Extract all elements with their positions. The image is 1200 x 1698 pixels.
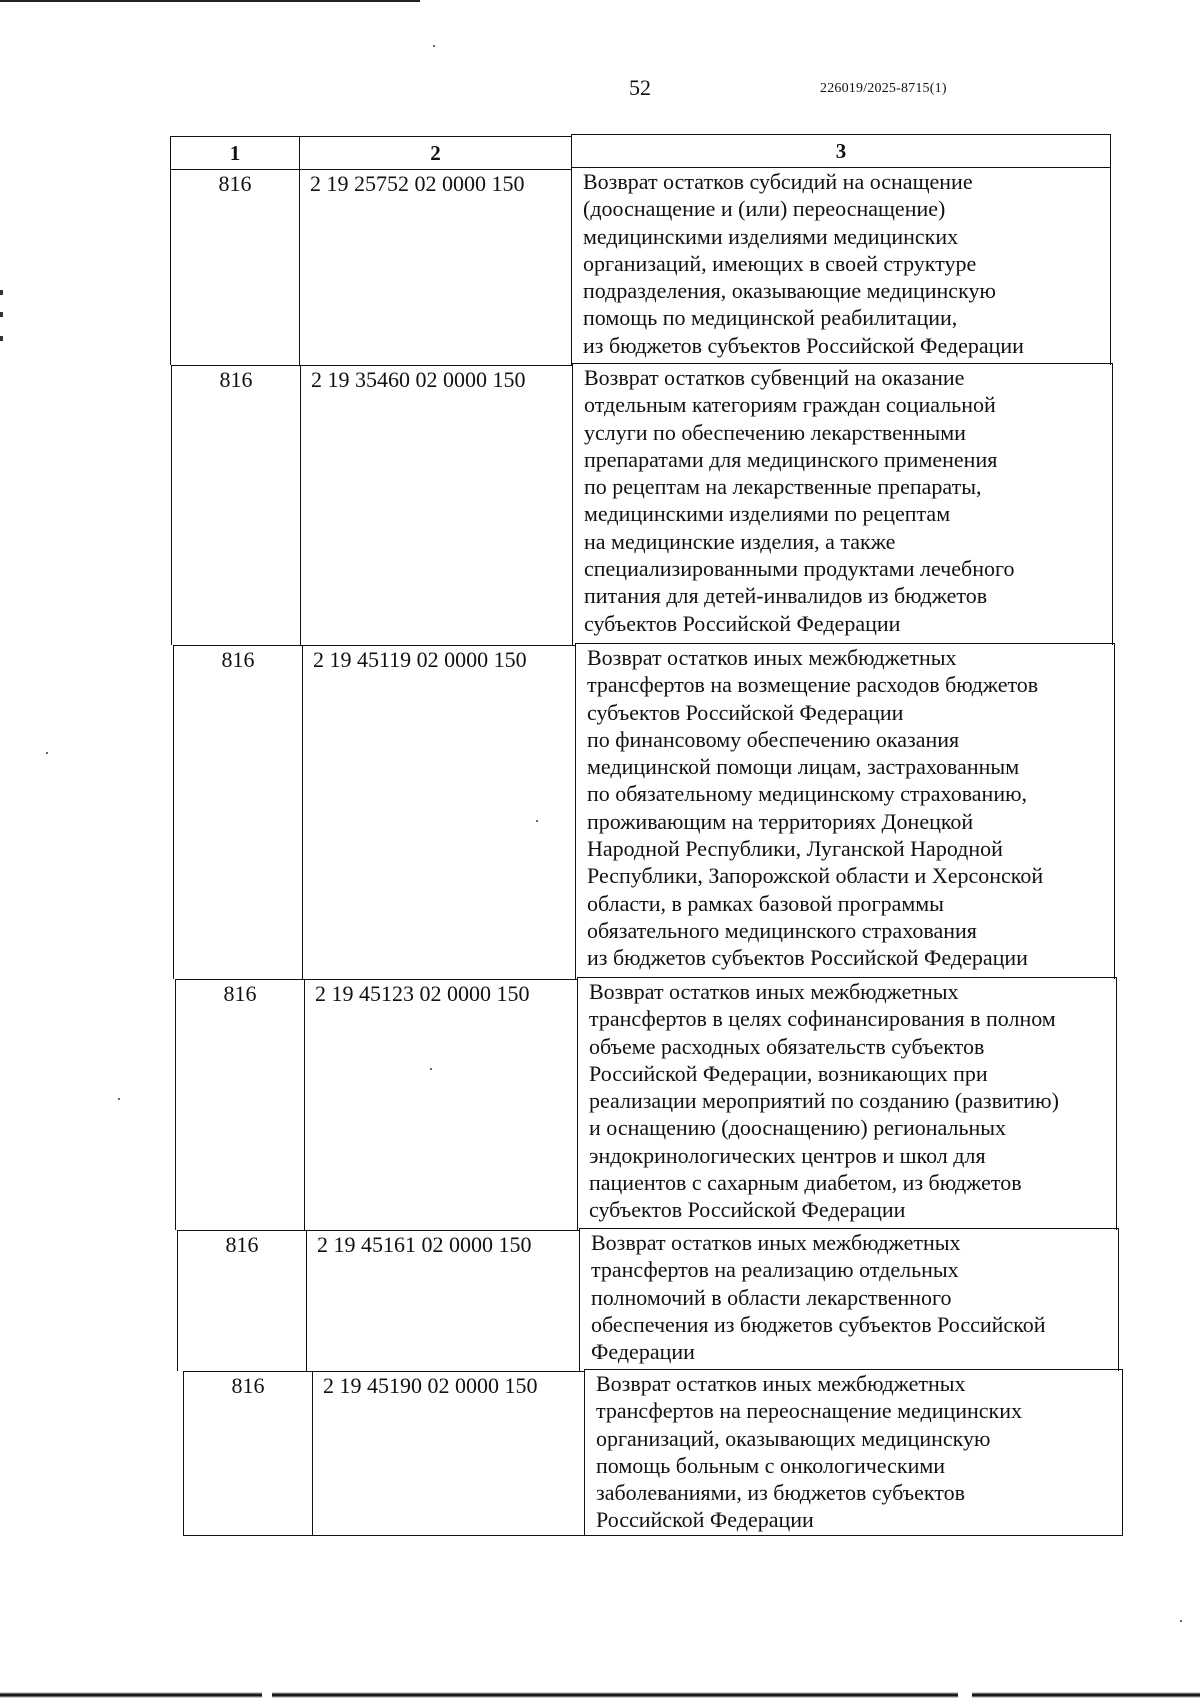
- table-row-3-kbk-code: 2 19 45119 02 0000 150: [302, 645, 575, 979]
- table-row-4-description: Возврат остатков иных межбюджетных трансфертов в целях софинансирования в полном объеме расходных обязательств субъектов Российской Федерации, возникающих при реализации мероприятий по созданию (развитию) и оснащению (дооснащению) региональных эндокринологических центров и школ для пациентов с сахарным диабетом, из бюджетов субъектов Российской Федерации: [577, 977, 1117, 1230]
- table-row-5-description: Возврат остатков иных межбюджетных трансфертов на реализацию отдельных полномочий в области лекарственного обеспечения из бюджетов субъектов Российской Федерации: [579, 1228, 1119, 1371]
- table-row-6-kbk-code: 2 19 45190 02 0000 150: [312, 1371, 584, 1536]
- table-row-2-kbk-code: 2 19 35460 02 0000 150: [300, 365, 572, 645]
- table-row-3-description: Возврат остатков иных межбюджетных трансфертов на возмещение расходов бюджетов субъектов Российской Федерации по финансовому обеспечению оказания медицинской помощи лицам, застрахованным по обязательному медицинскому страхованию, проживающим на территориях Донецкой Народной Республики, Луганской Народной Республики, Запорожской области и Херсонской области, в рамках базовой программы обязательного медицинского страхования из бюджетов субъектов Российской Федерации: [575, 643, 1115, 979]
- table-header-col-1: 1: [170, 136, 299, 169]
- page-number: 52: [629, 75, 651, 100]
- document-id: 226019/2025-8715(1): [820, 81, 947, 96]
- table-header-col-3: 3: [571, 134, 1111, 169]
- table-row-6-description: Возврат остатков иных межбюджетных трансфертов на переоснащение медицинских организаций, оказывающих медицинскую помощь больным с онкологическими заболеваниями, из бюджетов субъектов Российской Федерации: [584, 1369, 1123, 1536]
- table-row-1-admin-code: 816: [170, 169, 299, 365]
- table-row-3-admin-code: 816: [173, 645, 302, 979]
- table-row-6-admin-code: 816: [183, 1371, 312, 1536]
- table-row-1-description: Возврат остатков субсидий на оснащение (дооснащение и (или) переоснащение) медицинскими изделиями медицинских организаций, имеющих в своей структуре подразделения, оказывающие медицинскую помощь по медицинской реабилитации, из бюджетов субъектов Российской Федерации: [571, 167, 1111, 365]
- table-row-2-admin-code: 816: [171, 365, 300, 645]
- table-row-5-kbk-code: 2 19 45161 02 0000 150: [306, 1230, 579, 1371]
- table-row-5-admin-code: 816: [177, 1230, 306, 1371]
- table-row-1-kbk-code: 2 19 25752 02 0000 150: [299, 169, 571, 365]
- table-row-4-admin-code: 816: [175, 979, 304, 1230]
- table-row-2-description: Возврат остатков субвенций на оказание отдельным категориям граждан социальной услуги по обеспечению лекарственными препаратами для медицинского применения по рецептам на лекарственные препараты, медицинскими изделиями по рецептам на медицинские изделия, а также специализированными продуктами лечебного питания для детей-инвалидов из бюджетов субъектов Российской Федерации: [572, 363, 1113, 645]
- table-row-4-kbk-code: 2 19 45123 02 0000 150: [304, 979, 577, 1230]
- table-header-col-2: 2: [299, 136, 571, 169]
